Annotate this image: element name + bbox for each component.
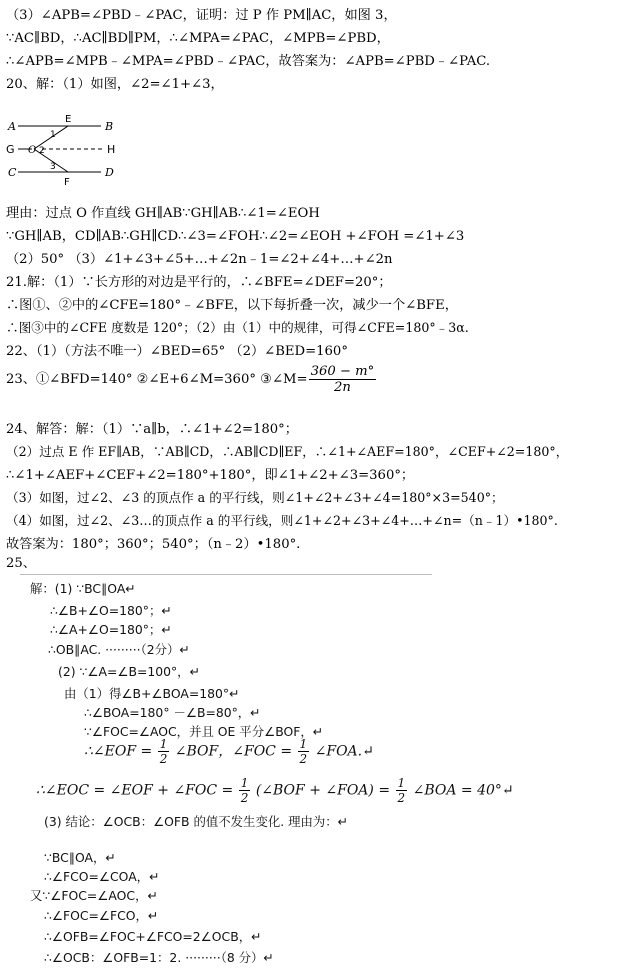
text-line: 理由：过点 O 作直线 GH∥AB∵GH∥AB∴∠1=∠EOH [6, 206, 320, 221]
scan-line: (3) 结论：∠OCB：∠OFB 的值不发生变化. 理由为：↵ [44, 814, 349, 829]
text-line: ∴图①、②中的∠CFE=180°﹣∠BFE，以下每折叠一次，减少一个∠BFE， [6, 298, 458, 313]
angle-3-label: 3 [50, 162, 56, 172]
label-C: C [8, 166, 17, 179]
angle-1-label: 1 [50, 130, 56, 140]
q23-denominator: 2n [333, 380, 351, 395]
label-F: F [64, 177, 70, 188]
formula-part: ∴∠EOC = ∠EOF + ∠FOC = [36, 782, 234, 799]
label-A: A [8, 120, 16, 133]
scanned-solution-divider [20, 574, 432, 575]
label-B: B [105, 120, 114, 133]
scan-line: ∴∠A+∠O=180°；↵ [50, 622, 172, 637]
half-fraction [396, 776, 408, 805]
q23-numerator: 360 − m° [310, 364, 375, 379]
text-line: （2）50° （3）∠1+∠3+∠5+…+∠2n﹣1=∠2+∠4+…+∠2n [6, 252, 393, 267]
scan-line: 由（1）得∠B+∠BOA=180°↵ [64, 686, 240, 701]
q23-text: 23、①∠BFD=140° ②∠E+6∠M=360° ③∠M= [6, 372, 308, 387]
half-fraction [158, 737, 170, 766]
scan-line: ∴∠FCO=∠COA，↵ [44, 869, 160, 884]
label-G: G [6, 143, 15, 156]
text-line: （3）∠APB=∠PBD﹣∠PAC，证明：过 P 作 PM∥AC，如图 3， [6, 8, 397, 23]
scan-line: ∴∠FOC=∠FCO，↵ [44, 908, 159, 923]
scan-line: 解：(1) ∵BC∥OA↵ [30, 581, 136, 596]
text-line: （3）如图，过∠2、∠3 的顶点作 a 的平行线，则∠1+∠2+∠3+∠4=180°×3=540°； [6, 490, 504, 505]
q23-line [6, 364, 377, 395]
formula-part: ∠BOF，∠FOC = [174, 743, 293, 760]
text-line: 22、（1）（方法不唯一）∠BED=65° （2）∠BED=160° [6, 344, 348, 359]
text-line: ∵AC∥BD，∴AC∥BD∥PM，∴∠MPA=∠PAC，∠MPB=∠PBD， [6, 31, 390, 46]
text-line: 21.解：（1）∵长方形的对边是平行的，∴∠BFE=∠DEF=20°； [6, 275, 392, 290]
text-line: 25、 [6, 556, 36, 571]
formula-part: (∠BOF + ∠FOA) = [255, 782, 391, 799]
scan-line: 又∵∠FOC=∠AOC，↵ [30, 888, 158, 903]
fraction-num: 1 [159, 737, 168, 751]
scan-line: (2) ∵∠A=∠B=100°，↵ [58, 664, 200, 679]
formula-part: ∴∠EOF = [84, 743, 153, 760]
formula-part: ∠BOA = 40°↵ [412, 782, 514, 799]
text-line: 24、解答：解：（1）∵a∥b，∴∠1+∠2=180°； [6, 422, 298, 437]
text-line: ∴∠APB=∠MPB﹣∠MPA=∠PBD﹣∠PAC，故答案为：∠APB=∠PBD﹣∠PAC. [6, 54, 491, 69]
text-line: （4）如图，过∠2、∠3…的顶点作 a 的平行线，则∠1+∠2+∠3+∠4+…+∠n=（n﹣1）•180°. [6, 513, 558, 528]
text-line: ∴∠1+∠AEF+∠CEF+∠2=180°+180°，即∠1+∠2+∠3=360°； [6, 468, 415, 483]
formula-part: ∠FOA.↵ [314, 743, 374, 760]
parallel-lines-figure [6, 113, 136, 193]
text-line: （2）过点 E 作 EF∥AB，∵AB∥CD，∴AB∥CD∥EF，∴∠1+∠AEF=180°，∠CEF+∠2=180°， [6, 444, 569, 459]
half-fraction [239, 776, 251, 805]
fraction-num: 1 [397, 776, 406, 790]
label-O: O [28, 145, 37, 156]
fraction-den: 2 [397, 791, 406, 805]
text-line: 20、解：（1）如图，∠2=∠1+∠3， [6, 77, 224, 92]
text-line: ∴图③中的∠CFE 度数是 120°；（2）由（1）中的规律，可得∠CFE=180°﹣3α. [6, 320, 469, 335]
text-line: 故答案为：180°；360°；540°；（n﹣2）•180°. [6, 537, 301, 552]
scan-line: ∴∠BOA=180° －∠B=80°，↵ [84, 705, 261, 720]
scan-line: ∴OB∥AC. ·········（2分）↵ [48, 642, 190, 657]
q23-fraction [309, 364, 377, 395]
fraction-num: 1 [299, 737, 308, 751]
scan-line: ∴∠OFB=∠FOC+∠FCO=2∠OCB，↵ [44, 929, 262, 944]
text-line: ∵GH∥AB，CD∥AB∴GH∥CD∴∠3=∠FOH∴∠2=∠EOH +∠FOH =∠1+∠3 [6, 229, 465, 244]
label-H: H [107, 143, 116, 156]
scan-line: ∴∠OCB：∠OFB=1：2. ·········（8 分）↵ [44, 950, 274, 965]
scan-formula-line [36, 776, 514, 805]
angle-2-label: 2 [39, 146, 45, 156]
scan-line: ∵∠FOC=∠AOC，并且 OE 平分∠BOF，↵ [84, 724, 324, 739]
fraction-den: 2 [159, 752, 168, 766]
scan-line: ∵BC∥OA，↵ [44, 850, 116, 865]
fraction-num: 1 [240, 776, 249, 790]
scan-line: ∴∠B+∠O=180°；↵ [50, 603, 172, 618]
fraction-den: 2 [299, 752, 308, 766]
half-fraction [298, 737, 310, 766]
label-D: D [105, 166, 114, 179]
label-E: E [65, 114, 72, 125]
scan-formula-line [84, 737, 374, 766]
fraction-den: 2 [240, 791, 249, 805]
